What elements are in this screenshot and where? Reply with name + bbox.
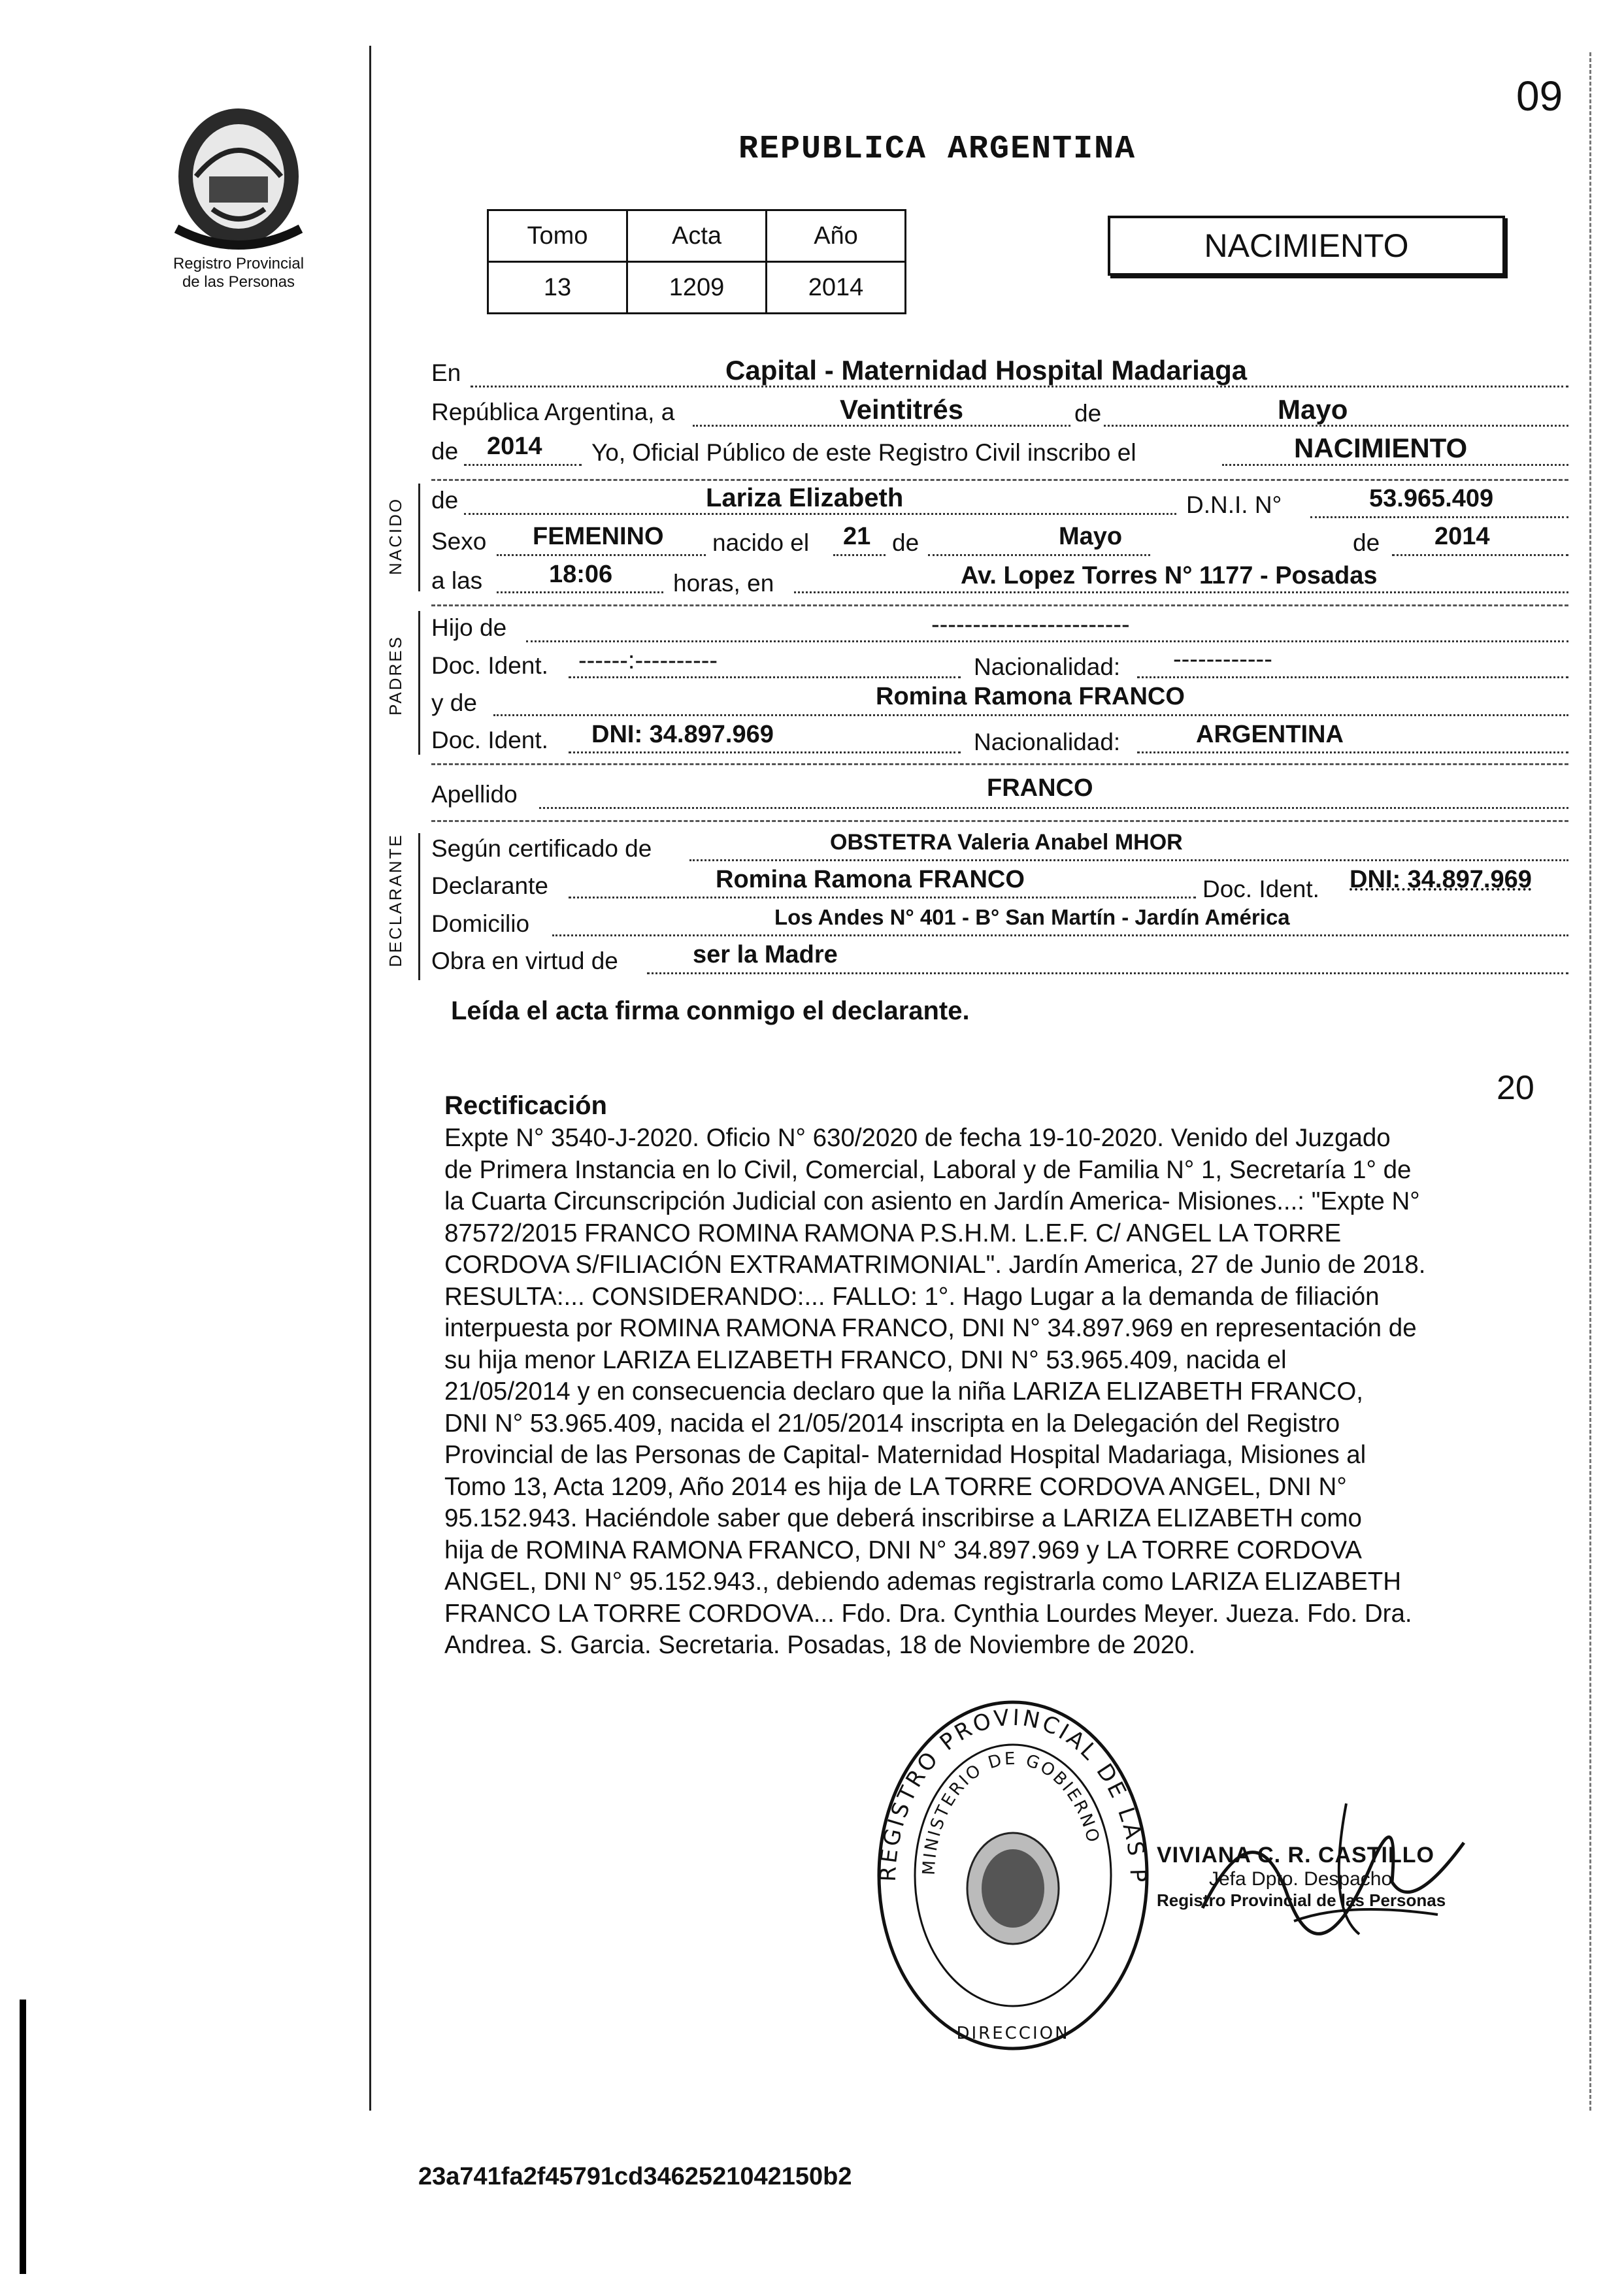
tomo-value: 13: [488, 262, 627, 314]
section-break-4: [431, 820, 1568, 822]
ano-value: 2014: [767, 262, 906, 314]
padres-side-label: PADRES: [386, 635, 405, 716]
closing-statement: Leída el acta firma conmigo el declarante.: [451, 996, 970, 1025]
en-label: En: [431, 359, 461, 386]
official-stamp: [863, 1686, 1163, 2052]
rectificacion-body: [444, 1123, 1568, 1662]
nacido-bracket: [418, 484, 420, 591]
child-day: 21: [843, 523, 871, 550]
country-title: REPUBLICA ARGENTINA: [738, 131, 1136, 168]
dni-label: D.N.I. N°: [1186, 491, 1282, 518]
declarante-dots: [569, 897, 1196, 898]
section-break-3: [431, 763, 1568, 765]
mother-dots: [493, 714, 1568, 716]
segun-label: Según certificado de: [431, 835, 652, 862]
document-hash: 23a741fa2f45791cd3462521042150b2: [418, 2163, 852, 2190]
padres-bracket: [418, 611, 420, 755]
father-doc-label: Doc. Ident.: [431, 652, 548, 679]
apellido-dots: [539, 807, 1568, 809]
signatory-office: Registro Provincial de las Personas: [1157, 1890, 1446, 1910]
declarante-bracket: [418, 833, 420, 980]
inscribo-label: Yo, Oficial Público de este Registro Civil inscribo el: [591, 439, 1136, 466]
mother-name: Romina Ramona FRANCO: [876, 683, 1185, 710]
declarante-value: Romina Ramona FRANCO: [716, 866, 1025, 893]
event-dots: [1222, 464, 1568, 466]
horas-label: horas, en: [673, 570, 774, 597]
republica-label: República Argentina, a: [431, 399, 675, 425]
day-dots: [833, 554, 886, 556]
province-seal: [157, 98, 320, 255]
sexo-dots: [497, 554, 706, 556]
mother-doc: DNI: 34.897.969: [591, 721, 774, 748]
nacido-el-label: nacido el: [712, 529, 810, 556]
mother-nat: ARGENTINA: [1196, 721, 1344, 748]
name-dots: [464, 513, 1176, 515]
obra-label: Obra en virtud de: [431, 947, 618, 974]
stamp-bottom-text: DIRECCION: [956, 2024, 1070, 2043]
domicilio-value: Los Andes N° 401 - B° San Martín - Jardín América: [774, 905, 1290, 929]
month-dots: [928, 554, 1150, 556]
rectificacion-line: Tomo 13, Acta 1209, Año 2014 es hija de LA TORRE CORDOVA ANGEL, DNI N°: [444, 1472, 1347, 1501]
rectificacion-line: la Cuarta Circunscripción Judicial con asiento en Jardín America- Misiones...: "Expte N°: [444, 1187, 1420, 1215]
obra-value: ser la Madre: [693, 941, 838, 968]
rectificacion-line: 95.152.943. Haciéndole saber que deberá inscribirse a LARIZA ELIZABETH como: [444, 1504, 1362, 1532]
rectificacion-line: su hija menor LARIZA ELIZABETH FRANCO, DNI N° 53.965.409, nacida el: [444, 1345, 1287, 1374]
section-break-2: [431, 604, 1568, 606]
birth-time: 18:06: [549, 561, 613, 588]
child-dni: 53.965.409: [1369, 485, 1494, 512]
tomo-header: Tomo: [488, 210, 627, 262]
rectificacion-line: Provincial de las Personas de Capital- Maternidad Hospital Madariaga, Misiones al: [444, 1441, 1367, 1469]
rectificacion-line: 87572/2015 FRANCO ROMINA RAMONA P.S.H.M. L.E.F. C/ ANGEL LA TORRE: [444, 1219, 1342, 1247]
dni-dots: [1310, 516, 1568, 518]
record-table: [487, 209, 906, 314]
declarante-doc-label: Doc. Ident.: [1202, 876, 1319, 902]
child-name: Lariza Elizabeth: [706, 484, 904, 512]
birth-day-text: Veintitrés: [840, 394, 964, 425]
signatory-name: VIVIANA C. R. CASTILLO: [1157, 1843, 1434, 1868]
declarante-label: Declarante: [431, 872, 548, 899]
a-las-label: a las: [431, 567, 483, 594]
binding-mark: [20, 2000, 26, 2274]
father-doc: ------:----------: [578, 647, 718, 674]
stamp-outer-text: REGISTRO PROVINCIAL DE LAS P: [874, 1704, 1152, 1885]
obra-dots: [647, 972, 1568, 974]
birth-month: Mayo: [1278, 394, 1348, 425]
birth-address: Av. Lopez Torres N° 1177 - Posadas: [961, 562, 1378, 589]
nacido-de-label: de: [431, 487, 459, 514]
section-break-1: [431, 479, 1568, 481]
registry-name: Registro Provincial de las Personas: [173, 255, 305, 291]
page-number: 09: [1516, 73, 1563, 120]
y-de-label: y de: [431, 689, 477, 716]
time-dots: [497, 591, 663, 593]
declarante-doc: DNI: 34.897.969: [1350, 866, 1532, 893]
year-de-label: de: [431, 438, 459, 465]
address-dots: [794, 591, 1568, 593]
year-dots: [464, 464, 582, 466]
rectificacion-line: RESULTA:... CONSIDERANDO:... FALLO: 1°. Hago Lugar a la demanda de filiación: [444, 1282, 1380, 1311]
mother-doc-dots: [569, 751, 961, 753]
rectificacion-line: CORDOVA S/FILIACIÓN EXTRAMATRIMONIAL". Jardín America, 27 de Junio de 2018.: [444, 1251, 1426, 1279]
nacido-de-label-2: de: [892, 529, 920, 556]
mother-doc-label: Doc. Ident.: [431, 727, 548, 753]
child-month: Mayo: [1059, 523, 1123, 550]
acta-value: 1209: [627, 262, 767, 314]
certificado-dots: [689, 859, 1568, 861]
stamp-inner-text: MINISTERIO DE GOBIERNO: [919, 1749, 1103, 1876]
nacido-de-label-3: de: [1353, 529, 1380, 556]
father-nat: ------------: [1173, 646, 1272, 673]
apellido-value: FRANCO: [987, 774, 1093, 802]
acta-header: Acta: [627, 210, 767, 262]
nacido-side-label: NACIDO: [386, 497, 405, 575]
rectificacion-line: FRANCO LA TORRE CORDOVA... Fdo. Dra. Cynthia Lourdes Meyer. Jueza. Fdo. Dra.: [444, 1599, 1412, 1628]
rectificacion-number: 20: [1497, 1069, 1534, 1107]
child-year: 2014: [1434, 523, 1490, 550]
signature-block: [1157, 1843, 1497, 1911]
sexo-label: Sexo: [431, 528, 487, 555]
father-dots: [526, 640, 1568, 642]
rectificacion-line: de Primera Instancia en lo Civil, Comercial, Laboral y de Familia N° 1, Secretaría 1° de: [444, 1155, 1412, 1184]
father-name: ------------------------: [931, 611, 1130, 638]
certificado-value: OBSTETRA Valeria Anabel MHOR: [830, 830, 1183, 855]
birth-event: NACIMIENTO: [1294, 433, 1468, 463]
rectificacion-line: ANGEL, DNI N° 95.152.943., debiendo ademas registrarla como LARIZA ELIZABETH: [444, 1568, 1402, 1596]
record-type: NACIMIENTO: [1204, 227, 1409, 264]
signatory-position: Jefa Dpto. Despacho: [1209, 1868, 1393, 1890]
rectificacion-line: Expte N° 3540-J-2020. Oficio N° 630/2020 de fecha 19-10-2020. Venido del Juzgado: [444, 1124, 1391, 1152]
rectificacion-title: Rectificación: [444, 1091, 607, 1120]
birth-year: 2014: [487, 433, 542, 460]
birth-place: Capital - Maternidad Hospital Madariaga: [725, 355, 1248, 386]
republica-dots: [693, 425, 1568, 427]
child-sexo: FEMENINO: [533, 523, 664, 550]
ano-header: Año: [767, 210, 906, 262]
rectificacion-line: interpuesta por ROMINA RAMONA FRANCO, DNI N° 34.897.969 en representación de: [444, 1314, 1417, 1342]
rectificacion-line: Andrea. S. Garcia. Secretaria. Posadas, 18 de Noviembre de 2020.: [444, 1631, 1196, 1659]
domicilio-label: Domicilio: [431, 910, 530, 937]
apellido-label: Apellido: [431, 781, 518, 808]
year2-dots: [1392, 554, 1568, 556]
hijo-de-label: Hijo de: [431, 614, 507, 641]
father-nat-dots: [1137, 676, 1568, 678]
margin-rule: [369, 46, 371, 2111]
rectificacion-line: hija de ROMINA RAMONA FRANCO, DNI N° 34.897.969 y LA TORRE CORDOVA: [444, 1536, 1362, 1564]
record-type-box: [1108, 216, 1505, 276]
mother-nat-label: Nacionalidad:: [974, 729, 1121, 755]
father-nat-label: Nacionalidad:: [974, 653, 1121, 680]
right-edge-rule: [1589, 52, 1591, 2111]
rectificacion-line: 21/05/2014 y en consecuencia declaro que la niña LARIZA ELIZABETH FRANCO,: [444, 1377, 1364, 1406]
domicilio-dots: [552, 934, 1568, 936]
mother-nat-dots: [1137, 751, 1568, 753]
father-doc-dots: [569, 676, 961, 678]
rectificacion-line: DNI N° 53.965.409, nacida el 21/05/2014 inscripta en la Delegación del Registro: [444, 1409, 1340, 1438]
birth-de-label: de: [1072, 400, 1104, 427]
declarante-side-label: DECLARANTE: [386, 833, 405, 967]
